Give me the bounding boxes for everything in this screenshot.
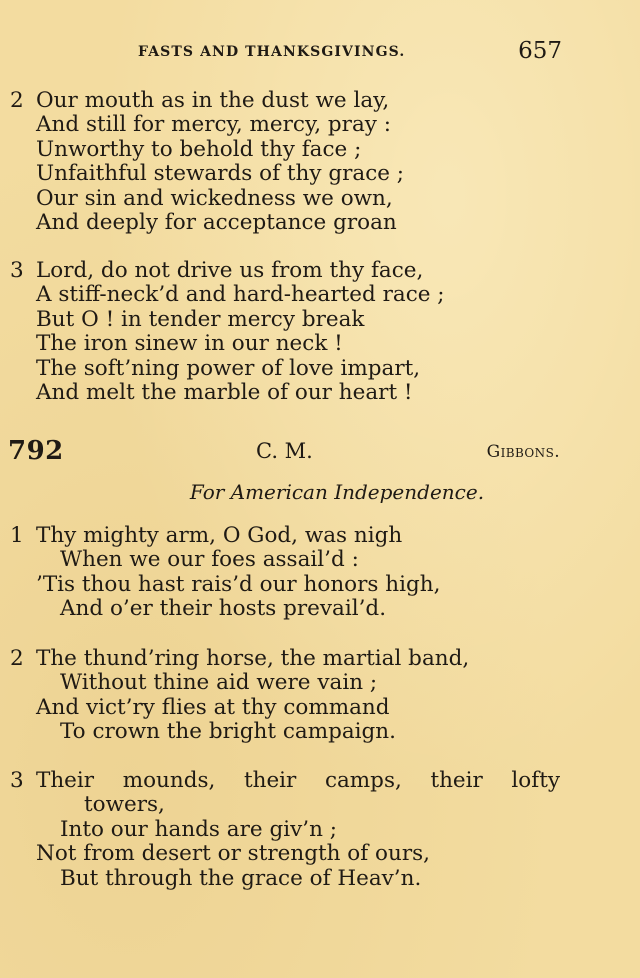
verse-text: The thund’ring horse, the martial band, (36, 646, 470, 671)
verse-line (0, 259, 640, 283)
verse-line (0, 769, 640, 793)
verse-text: And melt the marble of our heart ! (36, 379, 413, 405)
hymn-tune: Gibbons. (486, 442, 560, 462)
verse-text: And vict’ry flies at thy command (36, 694, 390, 720)
verse-text: A stiff-neck’d and hard-hearted race ; (36, 282, 445, 308)
verse-line (0, 793, 640, 817)
verse-text: And deeply for acceptance groan (36, 209, 397, 235)
verse-line (0, 867, 640, 891)
verse-line (0, 332, 640, 356)
verse-text: To crown the bright campaign. (60, 719, 396, 745)
verse-line (0, 308, 640, 332)
hymn-stanza-1 (0, 524, 640, 622)
verse-number: 3 (10, 258, 24, 283)
verse-word: their (430, 768, 483, 793)
verse-text-justified (36, 769, 560, 793)
verse-line (0, 89, 640, 113)
verse-number: 3 (10, 768, 24, 793)
verse-text: And still for mercy, mercy, pray : (36, 112, 391, 138)
verse-line (0, 647, 640, 671)
hymn-number: 792 (8, 436, 64, 466)
verse-text: Not from desert or strength of ours, (36, 841, 430, 867)
verse-text: Our mouth as in the dust we lay, (36, 88, 390, 113)
verse-word: lofty (511, 768, 560, 793)
verse-line (0, 211, 640, 235)
verse-number: 2 (10, 646, 24, 671)
verse-text: Unworthy to behold thy face ; (36, 136, 362, 162)
verse-text: But through the grace of Heav’n. (60, 865, 422, 891)
verse-line (0, 597, 640, 621)
hymn-meter: C. M. (256, 439, 313, 463)
verse-text: The iron sinew in our neck ! (36, 331, 343, 357)
verse-line (0, 162, 640, 186)
verse-line (0, 138, 640, 162)
verse-line (0, 548, 640, 572)
verse-line (0, 842, 640, 866)
verse-text: Our sin and wickedness we own, (36, 185, 393, 211)
verse-text: And o’er their hosts prevail’d. (60, 596, 387, 622)
verse-text: Lord, do not drive us from thy face, (36, 258, 424, 283)
verse-number: 1 (10, 523, 24, 548)
verse-text: But O ! in tender mercy break (36, 306, 365, 332)
verse-text: When we our foes assail’d : (60, 547, 359, 573)
verse-text: towers, (84, 792, 165, 818)
prev-hymn-stanza-3 (0, 259, 640, 405)
verse-text: Thy mighty arm, O God, was nigh (36, 523, 403, 548)
verse-line (0, 573, 640, 597)
verse-line (0, 283, 640, 307)
hymn-subtitle: For American Independence. (189, 480, 485, 504)
hymn-stanza-2 (0, 647, 640, 745)
running-head: FASTS AND THANKSGIVINGS. (138, 44, 406, 60)
verse-text: Unfaithful stewards of thy grace ; (36, 161, 405, 187)
verse-line (0, 720, 640, 744)
verse-line (0, 113, 640, 137)
verse-line (0, 357, 640, 381)
verse-word: their (243, 768, 297, 793)
page-number: 657 (518, 38, 562, 64)
verse-line (0, 524, 640, 548)
hymn-header (0, 436, 640, 468)
verse-number: 2 (10, 88, 24, 113)
verse-line (0, 818, 640, 842)
prev-hymn-stanza-2 (0, 89, 640, 235)
verse-line (0, 381, 640, 405)
verse-word: camps, (324, 768, 402, 793)
verse-text: ’Tis thou hast rais’d our honors high, (36, 571, 441, 597)
verse-text: The soft’ning power of love impart, (36, 355, 421, 381)
verse-word: Their (36, 768, 95, 793)
verse-text: Into our hands are giv’n ; (60, 816, 338, 842)
page-header (0, 38, 640, 68)
verse-line (0, 696, 640, 720)
hymn-stanza-3 (0, 769, 640, 891)
verse-line (0, 671, 640, 695)
verse-word: mounds, (122, 768, 216, 793)
verse-text: Without thine aid were vain ; (60, 670, 378, 696)
verse-line (0, 187, 640, 211)
